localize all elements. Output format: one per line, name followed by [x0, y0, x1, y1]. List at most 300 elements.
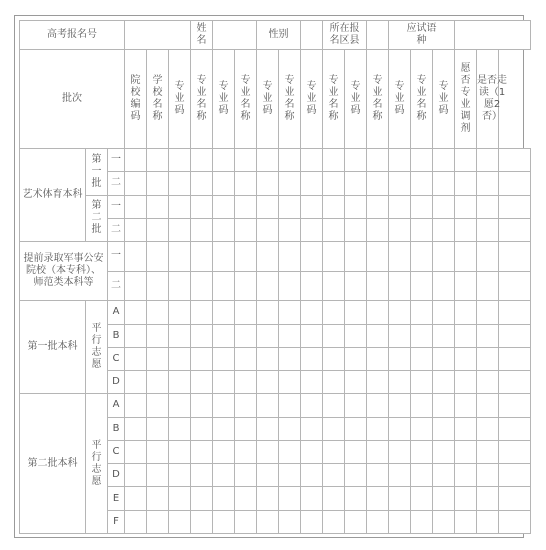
row-num: 二 [108, 271, 125, 301]
form-cell[interactable] [235, 271, 257, 301]
form-cell[interactable] [499, 347, 531, 370]
form-cell[interactable] [191, 510, 213, 533]
form-cell[interactable] [433, 510, 455, 533]
form-cell[interactable] [213, 218, 235, 241]
form-cell[interactable] [345, 148, 367, 171]
form-cell[interactable] [477, 218, 499, 241]
form-cell[interactable] [477, 440, 499, 463]
form-cell[interactable] [323, 195, 345, 218]
form-cell[interactable] [455, 324, 477, 347]
form-cell[interactable] [389, 487, 411, 510]
form-cell[interactable] [433, 464, 455, 487]
form-cell[interactable] [169, 371, 191, 394]
form-cell[interactable] [279, 148, 301, 171]
form-cell[interactable] [235, 301, 257, 324]
form-cell[interactable] [499, 394, 531, 417]
form-cell[interactable] [235, 371, 257, 394]
form-cell[interactable] [389, 242, 411, 272]
form-cell[interactable] [323, 371, 345, 394]
form-cell[interactable] [279, 271, 301, 301]
form-cell[interactable] [455, 195, 477, 218]
form-cell[interactable] [345, 440, 367, 463]
form-cell[interactable] [499, 417, 531, 440]
form-cell[interactable] [433, 195, 455, 218]
form-cell[interactable] [389, 218, 411, 241]
form-cell[interactable] [411, 487, 433, 510]
form-cell[interactable] [301, 464, 323, 487]
form-cell[interactable] [477, 347, 499, 370]
form-cell[interactable] [301, 371, 323, 394]
form-cell[interactable] [279, 371, 301, 394]
form-cell[interactable] [433, 242, 455, 272]
form-cell[interactable] [147, 347, 169, 370]
form-cell[interactable] [301, 218, 323, 241]
form-cell[interactable] [213, 417, 235, 440]
form-cell[interactable] [213, 347, 235, 370]
form-cell[interactable] [169, 324, 191, 347]
form-cell[interactable] [125, 510, 147, 533]
form-cell[interactable] [389, 464, 411, 487]
form-cell[interactable] [191, 487, 213, 510]
form-cell[interactable] [323, 242, 345, 272]
form-cell[interactable] [411, 464, 433, 487]
form-cell[interactable] [323, 440, 345, 463]
district-value[interactable] [367, 21, 389, 50]
form-cell[interactable] [301, 242, 323, 272]
form-cell[interactable] [279, 394, 301, 417]
form-cell[interactable] [389, 417, 411, 440]
col-major-code-4: 专业码 [301, 49, 323, 148]
form-cell[interactable] [455, 371, 477, 394]
form-cell[interactable] [213, 301, 235, 324]
form-cell[interactable] [257, 487, 279, 510]
form-cell[interactable] [257, 271, 279, 301]
form-cell[interactable] [411, 371, 433, 394]
form-cell[interactable] [323, 394, 345, 417]
form-cell[interactable] [235, 148, 257, 171]
form-cell[interactable] [213, 464, 235, 487]
form-cell[interactable] [477, 394, 499, 417]
form-cell[interactable] [235, 242, 257, 272]
form-cell[interactable] [125, 172, 147, 195]
form-cell[interactable] [169, 347, 191, 370]
form-cell[interactable] [147, 301, 169, 324]
form-cell[interactable] [169, 301, 191, 324]
form-cell[interactable] [477, 510, 499, 533]
form-cell[interactable] [433, 218, 455, 241]
form-cell[interactable] [323, 218, 345, 241]
form-cell[interactable] [125, 301, 147, 324]
form-cell[interactable] [213, 242, 235, 272]
name-value[interactable] [213, 21, 257, 50]
form-cell[interactable] [213, 510, 235, 533]
form-cell[interactable] [477, 271, 499, 301]
row-num: 一 [108, 242, 125, 272]
form-cell[interactable] [301, 172, 323, 195]
form-cell[interactable] [191, 324, 213, 347]
form-cell[interactable] [389, 301, 411, 324]
form-cell[interactable] [235, 394, 257, 417]
form-cell[interactable] [367, 417, 389, 440]
form-cell[interactable] [345, 487, 367, 510]
form-cell[interactable] [235, 195, 257, 218]
form-cell[interactable] [279, 347, 301, 370]
form-cell[interactable] [213, 394, 235, 417]
form-cell[interactable] [367, 347, 389, 370]
form-cell[interactable] [191, 347, 213, 370]
form-cell[interactable] [499, 218, 531, 241]
form-cell[interactable] [367, 371, 389, 394]
form-cell[interactable] [169, 487, 191, 510]
form-cell[interactable] [125, 371, 147, 394]
form-cell[interactable] [455, 148, 477, 171]
form-cell[interactable] [191, 371, 213, 394]
col-major-code-7: 专业码 [433, 49, 455, 148]
form-cell[interactable] [257, 371, 279, 394]
form-cell[interactable] [345, 347, 367, 370]
form-cell[interactable] [213, 324, 235, 347]
form-cell[interactable] [235, 440, 257, 463]
form-cell[interactable] [455, 218, 477, 241]
form-cell[interactable] [499, 172, 531, 195]
form-cell[interactable] [191, 218, 213, 241]
form-cell[interactable] [169, 440, 191, 463]
form-cell[interactable] [411, 195, 433, 218]
form-cell[interactable] [477, 464, 499, 487]
form-cell[interactable] [147, 394, 169, 417]
form-cell[interactable] [477, 242, 499, 272]
form-cell[interactable] [147, 487, 169, 510]
form-cell[interactable] [433, 324, 455, 347]
form-cell[interactable] [477, 148, 499, 171]
form-cell[interactable] [125, 195, 147, 218]
form-cell[interactable] [257, 440, 279, 463]
form-cell[interactable] [213, 195, 235, 218]
form-cell[interactable] [213, 487, 235, 510]
form-cell[interactable] [257, 301, 279, 324]
form-cell[interactable] [301, 148, 323, 171]
form-cell[interactable] [411, 242, 433, 272]
form-cell[interactable] [213, 148, 235, 171]
form-cell[interactable] [411, 172, 433, 195]
form-cell[interactable] [455, 347, 477, 370]
form-cell[interactable] [367, 271, 389, 301]
form-cell[interactable] [235, 218, 257, 241]
form-cell[interactable] [257, 417, 279, 440]
form-cell[interactable] [125, 271, 147, 301]
form-cell[interactable] [213, 172, 235, 195]
form-cell[interactable] [301, 487, 323, 510]
form-cell[interactable] [191, 394, 213, 417]
form-cell[interactable] [301, 324, 323, 347]
form-cell[interactable] [213, 371, 235, 394]
form-cell[interactable] [345, 195, 367, 218]
form-cell[interactable] [367, 172, 389, 195]
form-cell[interactable] [257, 394, 279, 417]
form-cell[interactable] [499, 464, 531, 487]
form-cell[interactable] [455, 394, 477, 417]
form-cell[interactable] [323, 464, 345, 487]
form-cell[interactable] [169, 394, 191, 417]
form-cell[interactable] [235, 324, 257, 347]
form-cell[interactable] [477, 487, 499, 510]
form-cell[interactable] [477, 324, 499, 347]
form-cell[interactable] [367, 195, 389, 218]
form-cell[interactable] [499, 242, 531, 272]
form-cell[interactable] [499, 324, 531, 347]
form-cell[interactable] [147, 148, 169, 171]
form-cell[interactable] [323, 487, 345, 510]
form-cell[interactable] [345, 218, 367, 241]
form-cell[interactable] [499, 271, 531, 301]
form-cell[interactable] [433, 394, 455, 417]
form-cell[interactable] [169, 271, 191, 301]
form-cell[interactable] [433, 347, 455, 370]
form-cell[interactable] [323, 301, 345, 324]
form-cell[interactable] [301, 510, 323, 533]
language-value[interactable] [455, 21, 531, 50]
form-cell[interactable] [235, 347, 257, 370]
form-cell[interactable] [147, 195, 169, 218]
form-cell[interactable] [125, 148, 147, 171]
form-cell[interactable] [301, 271, 323, 301]
form-cell[interactable] [257, 242, 279, 272]
form-cell[interactable] [345, 464, 367, 487]
form-cell[interactable] [389, 195, 411, 218]
row-num: 二 [108, 218, 125, 241]
form-cell[interactable] [279, 510, 301, 533]
form-cell[interactable] [345, 172, 367, 195]
form-cell[interactable] [367, 242, 389, 272]
form-cell[interactable] [367, 440, 389, 463]
form-cell[interactable] [125, 242, 147, 272]
form-cell[interactable] [235, 510, 257, 533]
form-cell[interactable] [147, 440, 169, 463]
form-cell[interactable] [433, 440, 455, 463]
form-cell[interactable] [279, 242, 301, 272]
form-cell[interactable] [169, 195, 191, 218]
form-cell[interactable] [477, 301, 499, 324]
form-cell[interactable] [323, 271, 345, 301]
form-cell[interactable] [169, 148, 191, 171]
form-cell[interactable] [257, 148, 279, 171]
form-cell[interactable] [411, 271, 433, 301]
form-cell[interactable] [345, 371, 367, 394]
form-cell[interactable] [191, 440, 213, 463]
form-cell[interactable] [125, 417, 147, 440]
form-cell[interactable] [499, 371, 531, 394]
form-cell[interactable] [147, 172, 169, 195]
form-cell[interactable] [169, 172, 191, 195]
form-cell[interactable] [323, 417, 345, 440]
form-cell[interactable] [367, 464, 389, 487]
gender-value[interactable] [301, 21, 323, 50]
form-cell[interactable] [455, 440, 477, 463]
form-cell[interactable] [389, 371, 411, 394]
form-cell[interactable] [301, 347, 323, 370]
form-cell[interactable] [147, 271, 169, 301]
form-cell[interactable] [279, 324, 301, 347]
form-cell[interactable] [389, 347, 411, 370]
form-cell[interactable] [345, 510, 367, 533]
form-cell[interactable] [499, 301, 531, 324]
col-school-code: 院校编码 [125, 49, 147, 148]
form-cell[interactable] [323, 510, 345, 533]
form-cell[interactable] [191, 464, 213, 487]
form-cell[interactable] [411, 417, 433, 440]
form-cell[interactable] [367, 148, 389, 171]
form-cell[interactable] [433, 417, 455, 440]
form-cell[interactable] [169, 464, 191, 487]
form-cell[interactable] [279, 172, 301, 195]
form-cell[interactable] [499, 440, 531, 463]
form-cell[interactable] [323, 148, 345, 171]
form-cell[interactable] [433, 271, 455, 301]
form-cell[interactable] [125, 324, 147, 347]
form-cell[interactable] [433, 172, 455, 195]
form-cell[interactable] [411, 394, 433, 417]
form-cell[interactable] [301, 440, 323, 463]
form-cell[interactable] [279, 487, 301, 510]
form-cell[interactable] [367, 218, 389, 241]
form-cell[interactable] [367, 394, 389, 417]
form-cell[interactable] [169, 417, 191, 440]
form-cell[interactable] [191, 195, 213, 218]
form-cell[interactable] [323, 172, 345, 195]
form-cell[interactable] [455, 172, 477, 195]
col-major-code-2: 专业码 [213, 49, 235, 148]
form-cell[interactable] [257, 510, 279, 533]
form-cell[interactable] [235, 172, 257, 195]
form-cell[interactable] [367, 301, 389, 324]
form-cell[interactable] [169, 218, 191, 241]
form-cell[interactable] [169, 510, 191, 533]
form-cell[interactable] [301, 394, 323, 417]
form-cell[interactable] [455, 242, 477, 272]
form-cell[interactable] [125, 440, 147, 463]
form-cell[interactable] [213, 271, 235, 301]
form-cell[interactable] [411, 324, 433, 347]
form-cell[interactable] [235, 487, 257, 510]
form-cell[interactable] [257, 347, 279, 370]
form-cell[interactable] [411, 510, 433, 533]
form-cell[interactable] [301, 195, 323, 218]
form-cell[interactable] [433, 301, 455, 324]
form-cell[interactable] [279, 464, 301, 487]
form-cell[interactable] [301, 417, 323, 440]
form-cell[interactable] [367, 324, 389, 347]
form-cell[interactable] [411, 218, 433, 241]
form-cell[interactable] [257, 172, 279, 195]
form-cell[interactable] [345, 271, 367, 301]
form-cell[interactable] [455, 510, 477, 533]
form-cell[interactable] [345, 417, 367, 440]
form-cell[interactable] [125, 487, 147, 510]
form-cell[interactable] [323, 324, 345, 347]
form-cell[interactable] [125, 394, 147, 417]
form-cell[interactable] [455, 417, 477, 440]
form-cell[interactable] [125, 218, 147, 241]
form-cell[interactable] [147, 510, 169, 533]
form-cell[interactable] [213, 440, 235, 463]
form-cell[interactable] [279, 301, 301, 324]
form-cell[interactable] [279, 218, 301, 241]
form-cell[interactable] [345, 324, 367, 347]
form-cell[interactable] [257, 324, 279, 347]
form-cell[interactable] [279, 440, 301, 463]
form-cell[interactable] [411, 148, 433, 171]
form-cell[interactable] [389, 510, 411, 533]
form-cell[interactable] [499, 510, 531, 533]
form-cell[interactable] [367, 487, 389, 510]
form-cell[interactable] [455, 271, 477, 301]
form-cell[interactable] [147, 464, 169, 487]
form-cell[interactable] [147, 371, 169, 394]
form-cell[interactable] [257, 218, 279, 241]
form-cell[interactable] [257, 195, 279, 218]
form-cell[interactable] [125, 347, 147, 370]
form-cell[interactable] [191, 172, 213, 195]
form-cell[interactable] [125, 464, 147, 487]
form-cell[interactable] [147, 324, 169, 347]
form-cell[interactable] [279, 417, 301, 440]
form-cell[interactable] [169, 242, 191, 272]
form-cell[interactable] [389, 172, 411, 195]
form-cell[interactable] [345, 242, 367, 272]
form-cell[interactable] [411, 347, 433, 370]
form-cell[interactable] [499, 487, 531, 510]
form-cell[interactable] [191, 301, 213, 324]
form-cell[interactable] [411, 301, 433, 324]
form-cell[interactable] [191, 271, 213, 301]
form-cell[interactable] [367, 510, 389, 533]
form-cell[interactable] [433, 148, 455, 171]
form-cell[interactable] [455, 301, 477, 324]
form-cell[interactable] [389, 148, 411, 171]
form-cell[interactable] [323, 347, 345, 370]
form-cell[interactable] [191, 148, 213, 171]
form-cell[interactable] [389, 394, 411, 417]
form-cell[interactable] [433, 371, 455, 394]
form-cell[interactable] [477, 172, 499, 195]
form-cell[interactable] [499, 148, 531, 171]
form-cell[interactable] [411, 440, 433, 463]
form-cell[interactable] [147, 242, 169, 272]
form-cell[interactable] [477, 371, 499, 394]
form-cell[interactable] [257, 464, 279, 487]
form-cell[interactable] [235, 464, 257, 487]
form-cell[interactable] [389, 271, 411, 301]
form-cell[interactable] [455, 487, 477, 510]
form-cell[interactable] [499, 195, 531, 218]
form-cell[interactable] [477, 417, 499, 440]
form-cell[interactable] [433, 487, 455, 510]
form-cell[interactable] [389, 440, 411, 463]
form-cell[interactable] [389, 324, 411, 347]
form-cell[interactable] [477, 195, 499, 218]
form-cell[interactable] [345, 394, 367, 417]
form-cell[interactable] [279, 195, 301, 218]
form-cell[interactable] [147, 417, 169, 440]
form-cell[interactable] [191, 417, 213, 440]
form-cell[interactable] [345, 301, 367, 324]
form-cell[interactable] [235, 417, 257, 440]
form-cell[interactable] [191, 242, 213, 272]
exam-no-value[interactable] [125, 21, 191, 50]
form-cell[interactable] [147, 218, 169, 241]
form-cell[interactable] [455, 464, 477, 487]
form-cell[interactable] [301, 301, 323, 324]
